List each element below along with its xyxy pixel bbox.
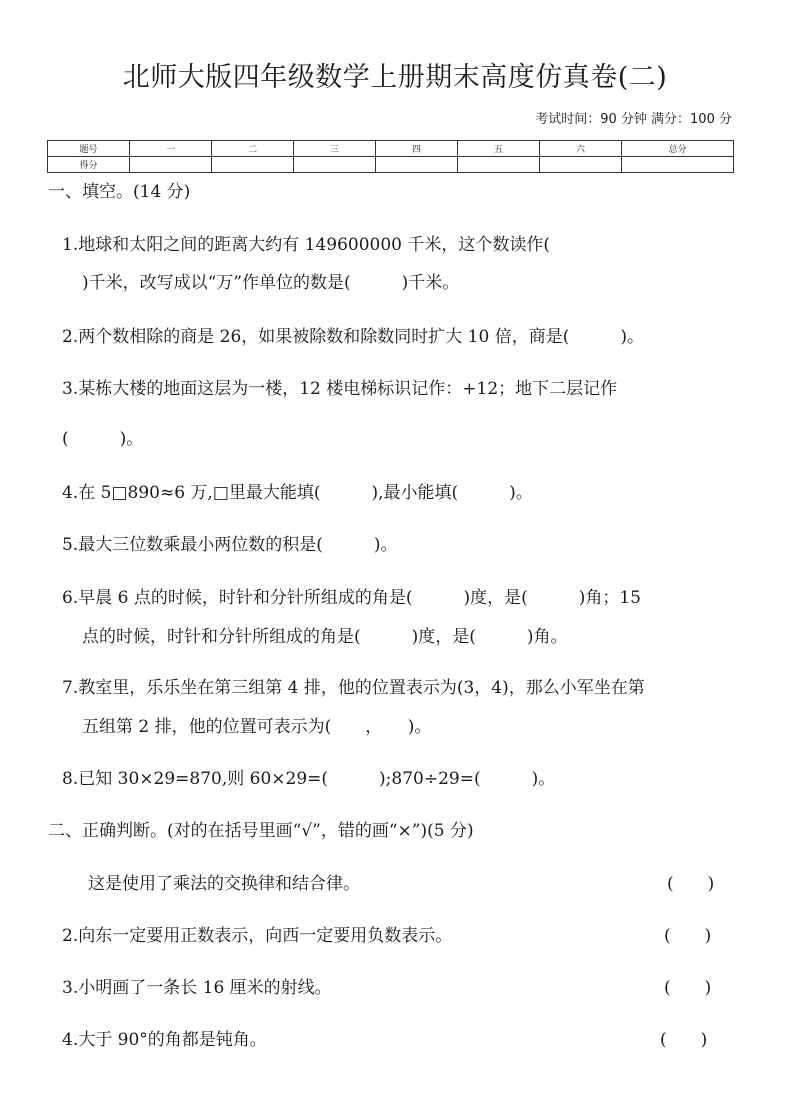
judge-item-1-text: 这是使用了乘法的交换律和结合律。 <box>88 874 360 894</box>
judge-item-4-answer-paren[interactable]: ( ) <box>660 1030 708 1050</box>
score-cell[interactable] <box>540 157 622 173</box>
judge-item-1-answer-paren[interactable]: ( ) <box>667 874 715 894</box>
question-2: 2.两个数相除的商是 26，如果被除数和除数同时扩大 10 倍，商是( )。 <box>62 327 644 347</box>
score-table-header-row <box>48 141 734 157</box>
question-3-line-1: 3.某栋大楼的地面这层为一楼，12 楼电梯标识记作：+12；地下二层记作 <box>62 379 618 399</box>
exam-info: 考试时间：90 分钟 满分：100 分 <box>535 112 732 127</box>
judge-item-2-answer-paren[interactable]: ( ) <box>664 926 712 946</box>
score-header-cell: 四 <box>376 141 458 157</box>
question-1-line-1: 1.地球和太阳之间的距离大约有 149600000 千米，这个数读作( <box>62 235 551 255</box>
judge-item-2-text: 2.向东一定要用正数表示，向西一定要用负数表示。 <box>62 926 453 946</box>
question-4: 4.在 5□890≈6 万,□里最大能填( ),最小能填( )。 <box>62 483 533 503</box>
score-header-cell: 总分 <box>622 141 734 157</box>
score-header-cell: 三 <box>294 141 376 157</box>
score-cell[interactable] <box>376 157 458 173</box>
question-7-line-2: 五组第 2 排，他的位置可表示为( ， )。 <box>82 717 432 737</box>
score-cell[interactable] <box>294 157 376 173</box>
score-cell[interactable] <box>212 157 294 173</box>
section2-heading: 二、正确判断。(对的在括号里画“√”，错的画“×”)(5 分) <box>48 821 474 841</box>
score-header-cell: 题号 <box>48 141 130 157</box>
judge-item-3-text: 3.小明画了一条长 16 厘米的射线。 <box>62 978 332 998</box>
score-table-score-row <box>48 157 734 173</box>
judge-item-4-text: 4.大于 90°的角都是钝角。 <box>62 1030 267 1050</box>
question-8: 8.已知 30×29=870,则 60×29=( );870÷29=( )。 <box>62 769 556 789</box>
score-header-cell: 五 <box>458 141 540 157</box>
question-3-line-2: ( )。 <box>62 429 144 449</box>
question-1-line-2: )千米，改写成以“万”作单位的数是( )千米。 <box>82 273 460 293</box>
page-title: 北师大版四年级数学上册期末高度仿真卷(二) <box>122 62 668 93</box>
question-6-line-1: 6.早晨 6 点的时候，时针和分针所组成的角是( )度，是( )角；15 <box>62 588 642 608</box>
score-cell[interactable] <box>458 157 540 173</box>
score-cell[interactable] <box>622 157 734 173</box>
question-7-line-1: 7.教室里，乐乐坐在第三组第 4 排，他的位置表示为(3，4)，那么小军坐在第 <box>62 678 645 698</box>
score-cell[interactable] <box>130 157 212 173</box>
question-5: 5.最大三位数乘最小两位数的积是( )。 <box>62 535 398 555</box>
section1-heading: 一、填空。(14 分) <box>48 182 191 202</box>
score-header-cell: 二 <box>212 141 294 157</box>
score-header-cell: 六 <box>540 141 622 157</box>
score-row-label: 得分 <box>48 157 130 173</box>
judge-item-3-answer-paren[interactable]: ( ) <box>664 978 712 998</box>
score-table <box>47 140 734 173</box>
score-header-cell: 一 <box>130 141 212 157</box>
question-6-line-2: 点的时候，时针和分针所组成的角是( )度，是( )角。 <box>82 627 568 647</box>
